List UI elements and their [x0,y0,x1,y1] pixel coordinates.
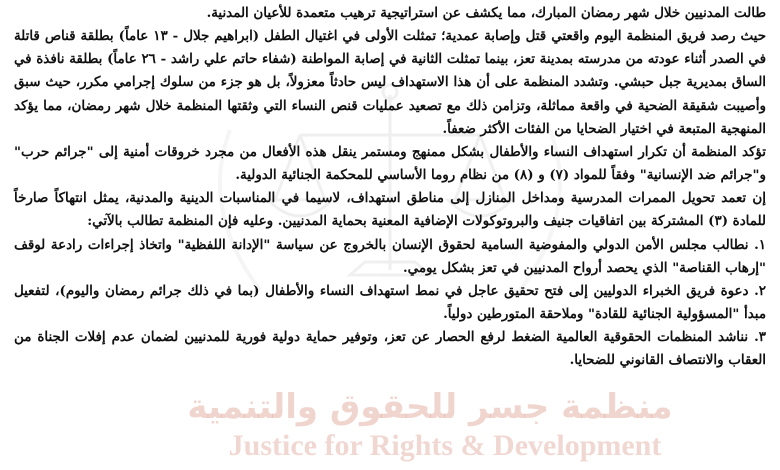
paragraph-geneva-violation: إن تعمد تحويل الممرات المدرسية ومداخل المنازل إلى مناطق استهداف، لاسيما في المناسبات الدينية والمدنية، يمثل انتهاكاً صارخاً للمادة (٣) المشتركة بين اتفاقيات جنيف والبروتوكولات الإضافية المعنية بحماية المدنيين. وعليه فإن المنظمة تطالب بالآتي: [14,190,766,230]
demand-item-3: ٣. نناشد المنظمات الحقوقية العالمية الضغط لرفع الحصار عن تعز، وتوفير حماية دولية فورية للمدنيين لضمان عدم إفلات الجناة من العقاب والانتصاف القانوني للضحايا. [14,329,766,369]
paragraph-incidents: حيث رصد فريق المنظمة اليوم واقعتي قتل وإصابة عمدية؛ تمثلت الأولى في اغتيال الطفل (ابراهيم جلال - ١٣ عاماً) بطلقة قناص قاتلة في الصدر أثناء عودته من مدرسته بمدينة تعز، بينما تمثلت الثانية في إصابة المواطنة (شفاء حاتم علي راشد - ٢٦ عاماً) بطلقة نافذة في الساق بمديرية جبل حبشي. وتشدد المنظمة على أن هذا الاستهداف ليس حادثاً معزولاً، بل هو جزء من سلوك إجرامي مكرر، حيث سبق وأصيبت شقيقة الضحية في واقعة مماثلة، وتزامن ذلك مع تصعيد عمليات قنص النساء التي وثقتها المنظمة خلال شهر رمضان، مما يؤكد المنهجية المتبعة في اختيار الضحايا من الفئات الأكثر ضعفاً. [14,28,766,137]
watermark-english-name: Justice for Rights & Development [228,429,662,462]
statement-body [14,2,766,470]
demand-item-1: ١. نطالب مجلس الأمن الدولي والمفوضية السامية لحقوق الإنسان بالخروج عن سياسة "الإدانة اللفظية" واتخاذ إجراءات رادعة لوقف "إرهاب القناصة" الذي يحصد أرواح المدنيين في تعز بشكل يومي. [14,236,766,276]
demand-item-2: ٢. دعوة فريق الخبراء الدوليين إلى فتح تحقيق عاجل في نمط استهداف النساء والأطفال (بما في ذلك جرائم رمضان واليوم)، لتفعيل مبدأ "المسؤولية الجنائية للقادة" وملاحقة المتورطين دولياً. [14,282,766,323]
watermark-arabic-name: منظمة جسر للحقوق والتنمية [187,387,673,427]
paragraph-legal-classification: تؤكد المنظمة أن تكرار استهداف النساء والأطفال بشكل ممنهج ومستمر ينقل هذه الأفعال من مجرد خروقات أمنية إلى "جرائم حرب" و"جرائم ضد الإنسانية" وفقاً للمواد (٧) و (٨) من نظام روما الأساسي للمحكمة الجنائية الدولية. [14,143,766,184]
paragraph-intro-continuation: طالت المدنيين خلال شهر رمضان المبارك، مما يكشف عن استراتيجية ترهيب متعمدة للأعيان المدنية. [206,5,766,21]
